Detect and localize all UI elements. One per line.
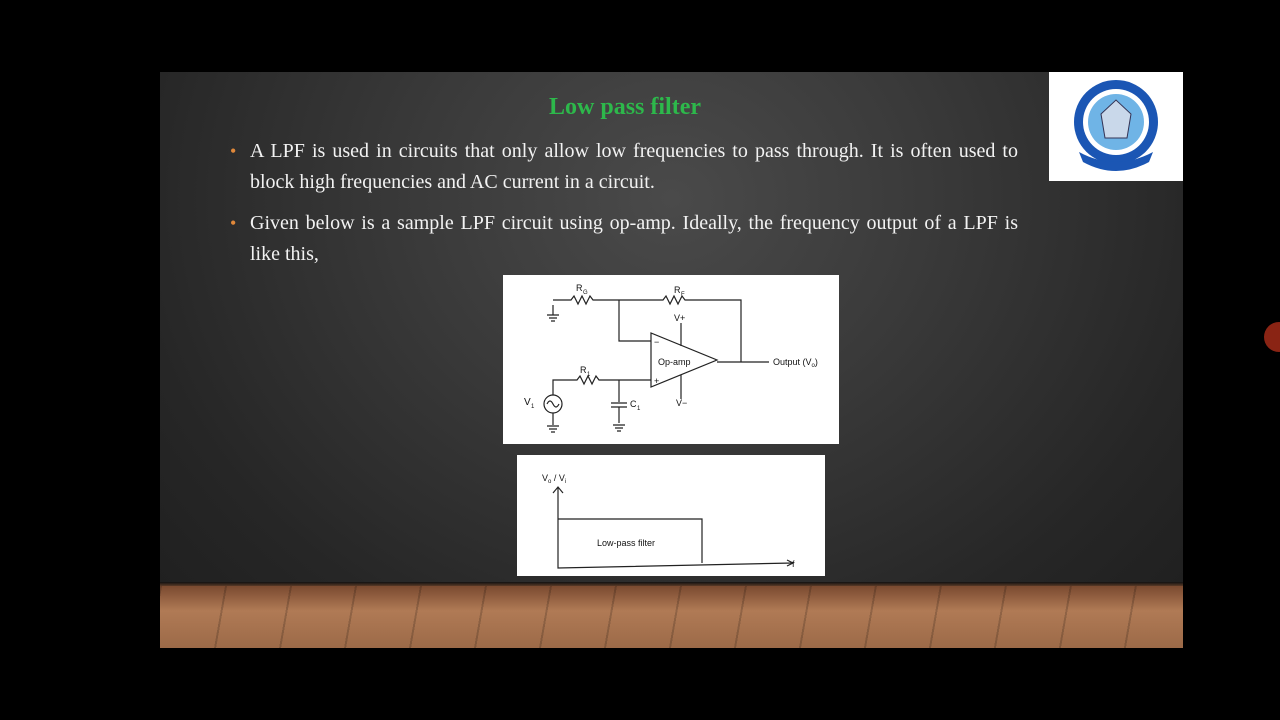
opamp-label: Op-amp — [658, 357, 691, 367]
c1-sub: 1 — [637, 406, 641, 412]
minus-terminal: − — [654, 337, 660, 347]
slide-title: Low pass filter — [549, 94, 701, 120]
bullet-item: • A LPF is used in circuits that only allow low frequencies to pass through. It is often used to block high frequencies and AC current in a circuit. — [228, 136, 1018, 198]
college-logo — [1049, 72, 1183, 181]
rf-sub: F — [681, 292, 685, 298]
r1-label: R — [580, 365, 587, 375]
rg-sub: G — [583, 290, 588, 296]
rg-label: R — [576, 283, 583, 293]
output-label: Output $(V_o)$ — [773, 357, 818, 369]
rf-label: R — [674, 285, 681, 295]
response-ylabel: $V_o / V_i$ — [542, 473, 567, 485]
wood-floor — [160, 586, 1183, 648]
v1-label: V — [524, 397, 531, 408]
op-amp-circuit-diagram — [503, 275, 839, 444]
response-xlabel: f — [792, 559, 795, 569]
frequency-response-diagram — [517, 455, 825, 576]
v1-sub: 1 — [531, 404, 535, 410]
r1-sub: 1 — [587, 372, 591, 378]
c1-label: C — [630, 399, 637, 409]
vminus-label: V− — [676, 398, 688, 408]
vplus-label: V+ — [674, 313, 686, 323]
plus-terminal: + — [654, 376, 660, 386]
recording-indicator — [1264, 322, 1280, 352]
lowpass-box-label: Low-pass filter — [597, 538, 656, 548]
bullet-item: • Given below is a sample LPF circuit using op-amp. Ideally, the frequency output of a LPF is like this, — [228, 208, 1018, 270]
bullet-list — [228, 136, 1018, 280]
